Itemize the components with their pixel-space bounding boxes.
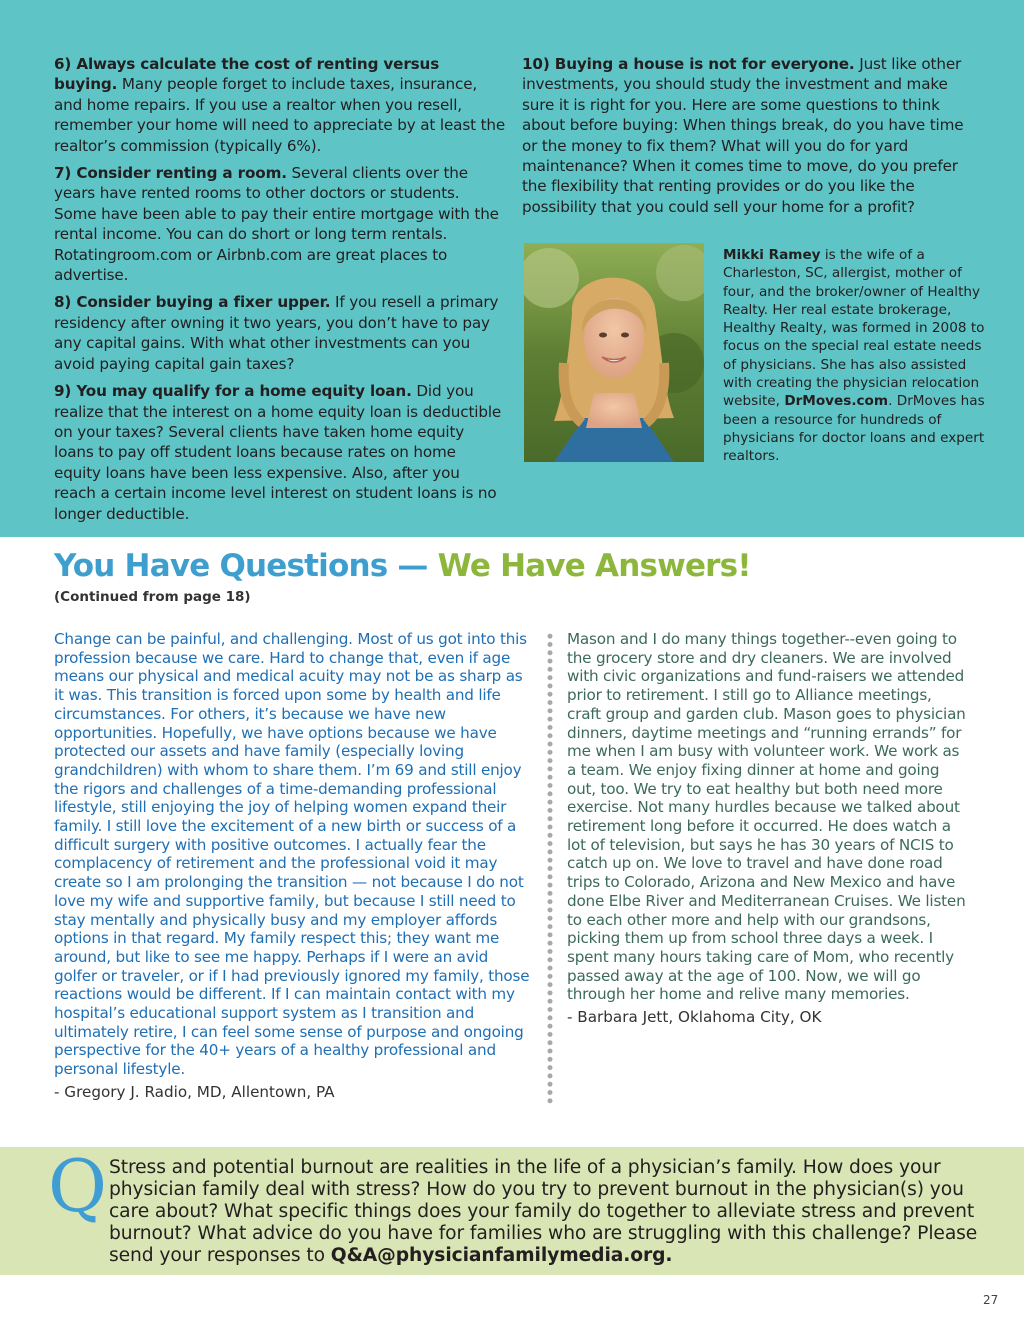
tip-body: Did you realize that the interest on a home equity loan is deductible on your taxes? Several clients have taken home equity loans to pay off student loans because rates on home equity loans have been less expensive. Also, after you reach a certain income level interest on student loans is no longer deductible. xyxy=(54,382,502,523)
tip-heading: 7) Consider renting a room. xyxy=(54,164,287,183)
author-photo xyxy=(524,243,704,462)
question-text xyxy=(109,1157,1009,1267)
dotted-divider xyxy=(547,632,553,1104)
bio-text: is the wife of a Charleston, SC, allergist, mother of four, and the broker/owner of Healthy Realty. Her real estate brokerage, Healthy Realty, was formed in 2008 to focus on the special real estate needs of physicians. She has also assisted with creating the physician relocation website, xyxy=(723,247,985,410)
author-name: Mikki Ramey xyxy=(723,247,821,263)
qa-title-questions: You Have Questions — xyxy=(54,548,428,584)
website-link[interactable]: DrMoves.com xyxy=(784,393,889,410)
qa-title xyxy=(54,548,751,584)
tips-column-left xyxy=(54,54,506,531)
tip-body: Several clients over the years have rented rooms to other doctors or students. Some have been able to pay their entire mortgage with the rental income. You can do short or long term rentals. Rotatingroom.com or Airbnb.com are great places to advertise. xyxy=(54,164,499,285)
question-body: Stress and potential burnout are realities in the life of a physician’s family. How does your physician family deal with stress? How do you try to prevent burnout in the physician(s) you care about? What specific things does your family do together to alleviate stress and prevent burnout? What advice do you have for families who are struggling with this challenge? Please send your responses to xyxy=(109,1157,978,1266)
answer-left-text: Change can be painful, and challenging. Most of us got into this profession because we care. Hard to change that, even if age means our physical and medical acuity may not be as sharp as it was. This transition is forced upon some by health and life circumstances. For others, it’s because we have new opportunities. Hopefully, we have options because we have protected our assets and have family (especially loving grandchildren) with whom to share them. I’m 69 and still enjoy the rigors and challenges of a time-demanding professional lifestyle, still enjoying the joy of helping women expand their family. I still love the excitement of a new birth or success of a difficult surgery with positive outcomes. I actually fear the complacency of retirement and the professional void it may create so I am prolonging the transition — not because I do not love my wife and supportive family, but because I still need to stay mentally and physically busy and my employer affords options in that regard. My family respect this; they want me around, but like to see me happy. Perhaps if I were an avid golfer or traveler, or if I had previously ignored my family, those reactions would be different. If I can maintain contact with my hospital’s educational support system as I transition and ultimately retire, I can feel some sense of purpose and ongoing perspective for the 40+ years of a healthy professional and personal lifestyle. xyxy=(54,630,530,1079)
bio-text-continued: . DrMoves has been a resource for hundreds of physicians for doctor loans and expert realtors. xyxy=(723,393,985,465)
tip-10 xyxy=(522,54,972,217)
answer-right xyxy=(567,630,967,1027)
continued-note: (Continued from page 18) xyxy=(54,589,251,605)
tip-8 xyxy=(54,292,506,374)
tip-heading: 8) Consider buying a fixer upper. xyxy=(54,293,331,312)
answer-right-text: Mason and I do many things together--even going to the grocery store and dry cleaners. We are involved with civic organizations and fund-raisers we attended prior to retirement. I still go to Alliance meetings, craft group and garden club. Mason goes to physician dinners, daytime meetings and “running errands” for me when I am busy with volunteer work. We work as a team. We enjoy fixing dinner at home and going out, too. We try to eat healthy but both need more exercise. Not many hurdles because we talked about retirement long before it occurred. He does watch a lot of television, but says he has 30 years of NCIS to catch up on. We love to travel and have done road trips to Colorado, Arizona and New Mexico and have done Elbe River and Mediterranean Cruises. We listen to each other more and help with our grandsons, picking them up from school three days a week. I spent many hours taking care of Mom, who recently passed away at the age of 100. Now, we will go through her home and relive many memories. xyxy=(567,630,966,1004)
page-number: 27 xyxy=(983,1293,999,1307)
author-bio xyxy=(723,246,995,466)
tips-column-right xyxy=(522,54,972,224)
qa-title-answers: We Have Answers! xyxy=(427,548,751,584)
answer-left-signature: - Gregory J. Radio, MD, Allentown, PA xyxy=(54,1082,335,1101)
tip-body: Many people forget to include taxes, insurance, and home repairs. If you use a realtor when you resell, remember your home will need to appreciate by at least the realtor’s commission (typically 6%). xyxy=(54,75,506,155)
email-link[interactable]: Q&A@physicianfamilymedia.org. xyxy=(330,1245,673,1266)
tip-7 xyxy=(54,163,506,285)
tip-body: If you resell a primary residency after owning it two years, you don’t have to pay any capital gains. With what other investments can you avoid paying capital gain taxes? xyxy=(54,293,499,373)
answer-left xyxy=(54,630,534,1102)
question-letter: Q xyxy=(48,1144,108,1228)
tip-heading: 10) Buying a house is not for everyone. xyxy=(522,55,855,73)
tip-6 xyxy=(54,54,506,156)
tip-heading: 6) Always calculate the cost of renting versus buying. xyxy=(54,55,440,94)
tips-section xyxy=(0,0,1024,537)
answer-right-signature: - Barbara Jett, Oklahoma City, OK xyxy=(567,1008,822,1027)
tip-9 xyxy=(54,381,506,524)
tip-heading: 9) You may qualify for a home equity loan. xyxy=(54,382,412,401)
tip-body: Just like other investments, you should study the investment and make sure it is right for you. Here are some questions to think about before buying: When things break, do you have time or the money to fix them? What will you do for yard maintenance? When it comes time to move, do you prefer the flexibility that renting provides or do you like the possibility that you could sell your home for a profit? xyxy=(522,55,964,216)
